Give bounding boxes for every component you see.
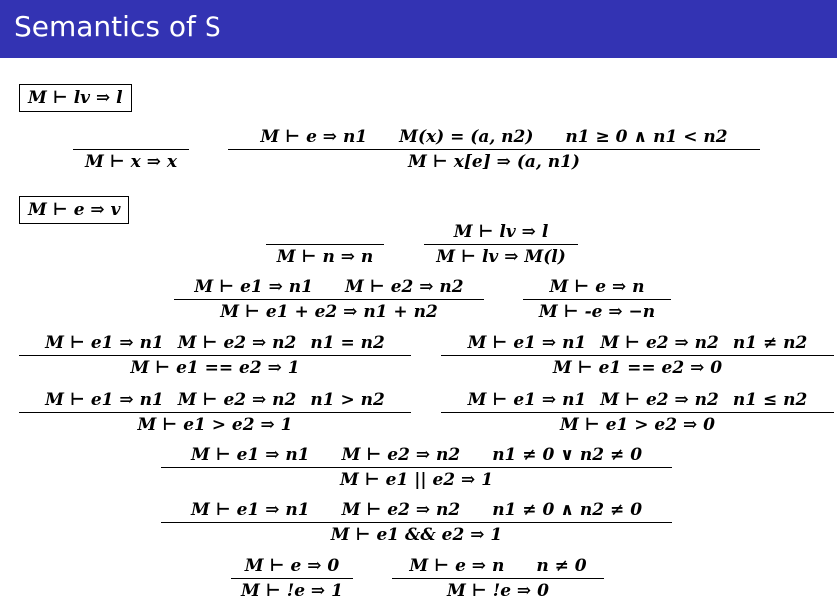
rule-add-premises: M ⊢ e1 ⇒ n1 M ⊢ e2 ⇒ n2 [194,277,464,297]
rule-not-zero-conclusion: M ⊢ !e ⇒ 1 [241,581,343,602]
rule-not-nonzero-premises: M ⊢ e ⇒ n n ≠ 0 [409,556,587,576]
rule-neg-conclusion: M ⊢ -e ⇒ −n [538,302,656,323]
rule-not-zero [231,555,353,602]
rule-eq-false-conclusion: M ⊢ e1 == e2 ⇒ 0 [552,358,723,379]
slide-title-bar [0,0,837,58]
rule-gt-true-premises: M ⊢ e1 ⇒ n1 M ⊢ e2 ⇒ n2 n1 > n2 [45,390,385,410]
rule-gt-false-bar [441,412,834,413]
slide-title [14,10,221,43]
rule-add-conclusion: M ⊢ e1 + e2 ⇒ n1 + n2 [220,302,438,323]
rule-num-premise [266,221,384,243]
rule-neg-premise: M ⊢ e ⇒ n [549,277,645,297]
rule-var-bar [73,149,189,150]
rule-add-bar [174,299,484,300]
title-text: Semantics of [14,10,196,43]
rule-eq-true [19,332,411,379]
rule-num-bar [266,244,384,245]
rule-eq-true-conclusion: M ⊢ e1 == e2 ⇒ 1 [130,358,300,379]
rule-num [266,221,384,268]
rule-var-conclusion: M ⊢ x ⇒ x [84,152,178,173]
rule-not-nonzero [392,555,604,602]
rule-eq-false-bar [441,355,834,356]
rule-gt-false [441,389,834,436]
rule-or-bar [161,467,672,468]
rule-and-conclusion: M ⊢ e1 && e2 ⇒ 1 [330,525,503,546]
title-language-name: S [204,12,221,43]
lvalue-judgement-box: M ⊢ lv ⇒ l [19,84,132,112]
rule-gt-false-conclusion: M ⊢ e1 > e2 ⇒ 0 [560,415,715,436]
rule-or [161,444,672,491]
rule-and-premises: M ⊢ e1 ⇒ n1 M ⊢ e2 ⇒ n2 n1 ≠ 0 ∧ n2 ≠ 0 [190,500,643,520]
rule-not-zero-premise: M ⊢ e ⇒ 0 [244,556,340,576]
rule-num-conclusion: M ⊢ n ⇒ n [276,247,374,268]
rule-lval-premise: M ⊢ lv ⇒ l [453,222,549,242]
rule-neg [523,276,671,323]
rule-not-nonzero-conclusion: M ⊢ !e ⇒ 0 [447,581,549,602]
rule-not-nonzero-bar [392,578,604,579]
expr-judgement-box: M ⊢ e ⇒ v [19,196,129,224]
rule-lval [424,221,578,268]
rule-var-premise [73,126,189,148]
rule-or-premises: M ⊢ e1 ⇒ n1 M ⊢ e2 ⇒ n2 n1 ≠ 0 ∨ n2 ≠ 0 [190,445,643,465]
rule-var [73,126,189,173]
rule-eq-true-bar [19,355,411,356]
rule-eq-false-premises: M ⊢ e1 ⇒ n1 M ⊢ e2 ⇒ n2 n1 ≠ n2 [467,333,808,353]
rule-index-conclusion: M ⊢ x[e] ⇒ (a, n1) [408,152,580,173]
rule-gt-true-conclusion: M ⊢ e1 > e2 ⇒ 1 [137,415,293,436]
rule-neg-bar [523,299,671,300]
rule-not-zero-bar [231,578,353,579]
rule-or-conclusion: M ⊢ e1 || e2 ⇒ 1 [339,470,494,491]
rule-eq-false [441,332,834,379]
rule-and-bar [161,522,672,523]
rule-add [174,276,484,323]
rule-lval-bar [424,244,578,245]
rule-gt-false-premises: M ⊢ e1 ⇒ n1 M ⊢ e2 ⇒ n2 n1 ≤ n2 [467,390,808,410]
rule-lval-conclusion: M ⊢ lv ⇒ M(l) [436,247,566,268]
rule-index [228,126,760,173]
rule-eq-true-premises: M ⊢ e1 ⇒ n1 M ⊢ e2 ⇒ n2 n1 = n2 [45,333,385,353]
rule-and [161,499,672,546]
rule-index-bar [228,149,760,150]
rule-gt-true-bar [19,412,411,413]
rule-gt-true [19,389,411,436]
rule-index-premises: M ⊢ e ⇒ n1 M(x) = (a, n2) n1 ≥ 0 ∧ n1 < n2 [260,127,728,147]
